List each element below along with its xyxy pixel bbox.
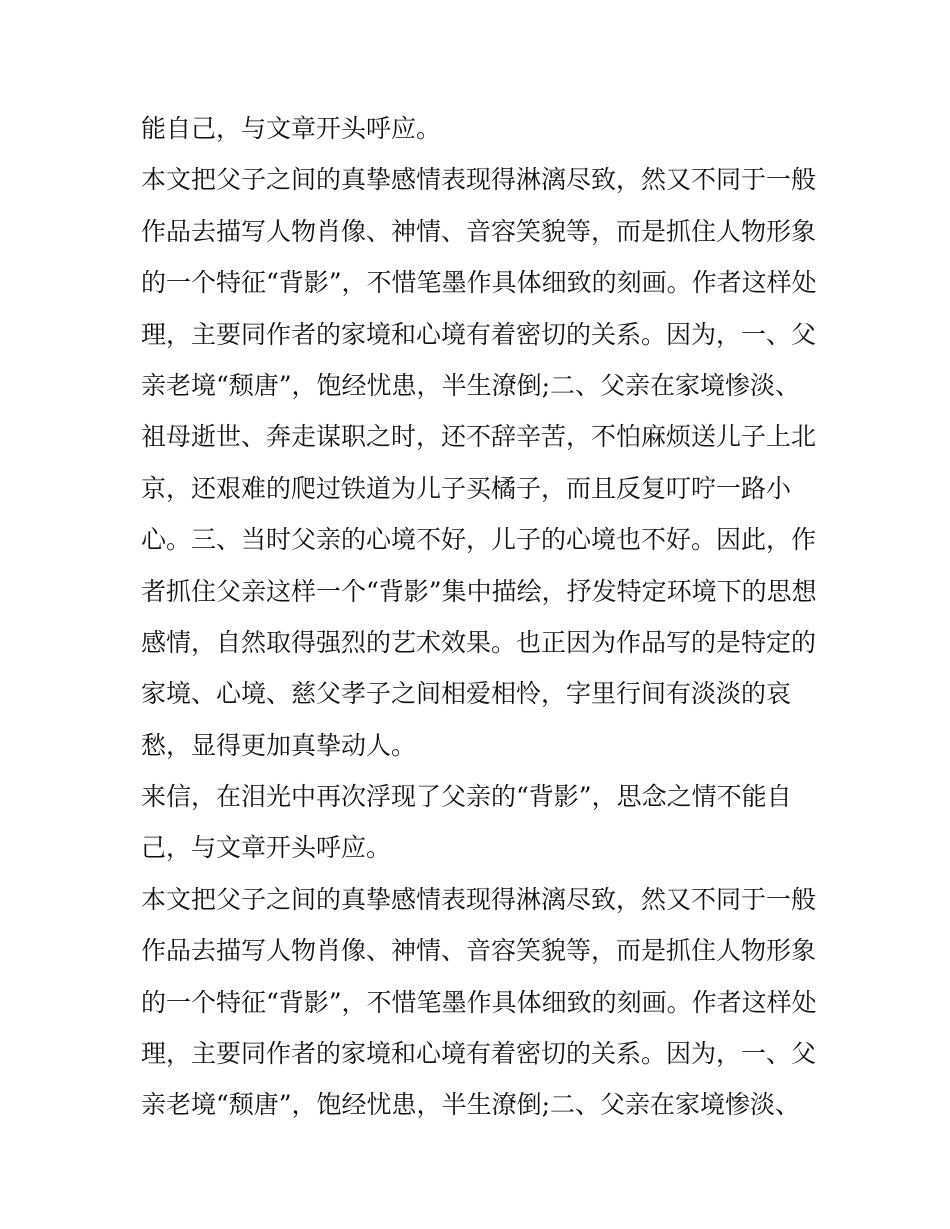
text-line: 京，还艰难的爬过铁道为儿子买橘子，而且反复叮咛一路小 [141, 473, 792, 503]
text-line: 作品去描写人物肖像、神情、音容笑貌等，而是抓住人物形象 [141, 216, 817, 246]
text-line: 的一个特征“背影”，不惜笔墨作具体细致的刻画。作者这样处 [141, 987, 817, 1017]
text-line: 作品去描写人物肖像、神情、音容笑貌等，而是抓住人物形象 [141, 936, 817, 966]
text-line: 来信，在泪光中再次浮现了父亲的“背影”，思念之情不能自 [141, 782, 792, 812]
text-line: 感情，自然取得强烈的艺术效果。也正因为作品写的是特定的 [141, 627, 817, 657]
text-line: 理，主要同作者的家境和心境有着密切的关系。因为，一、父 [141, 1039, 817, 1069]
text-line: 本文把父子之间的真挚感情表现得淋漓尽致，然又不同于一般 [141, 165, 817, 195]
text-line: 家境、心境、慈父孝子之间相爱相怜，字里行间有淡淡的哀 [141, 679, 792, 709]
text-line: 心。三、当时父亲的心境不好，儿子的心境也不好。因此，作 [141, 525, 817, 555]
text-line: 亲老境“颓唐”，饱经忧患，半生潦倒;二、父亲在家境惨淡、 [141, 370, 800, 400]
text-line: 能自己，与文章开头呼应。 [141, 114, 442, 143]
text-line: 祖母逝世、奔走谋职之时，还不辞辛苦，不怕麻烦送儿子上北 [141, 422, 817, 452]
text-line: 亲老境“颓唐”，饱经忧患，半生潦倒;二、父亲在家境惨淡、 [141, 1090, 800, 1120]
text-line: 者抓住父亲这样一个“背影”集中描绘，抒发特定环境下的思想 [141, 576, 817, 606]
text-line: 本文把父子之间的真挚感情表现得淋漓尽致，然又不同于一般 [141, 884, 817, 914]
text-line: 的一个特征“背影”，不惜笔墨作具体细致的刻画。作者这样处 [141, 268, 817, 298]
text-line: 理，主要同作者的家境和心境有着密切的关系。因为，一、父 [141, 319, 817, 349]
body-text [141, 103, 821, 1131]
text-line: 己，与文章开头呼应。 [141, 833, 392, 863]
text-line: 愁，显得更加真挚动人。 [141, 730, 417, 760]
